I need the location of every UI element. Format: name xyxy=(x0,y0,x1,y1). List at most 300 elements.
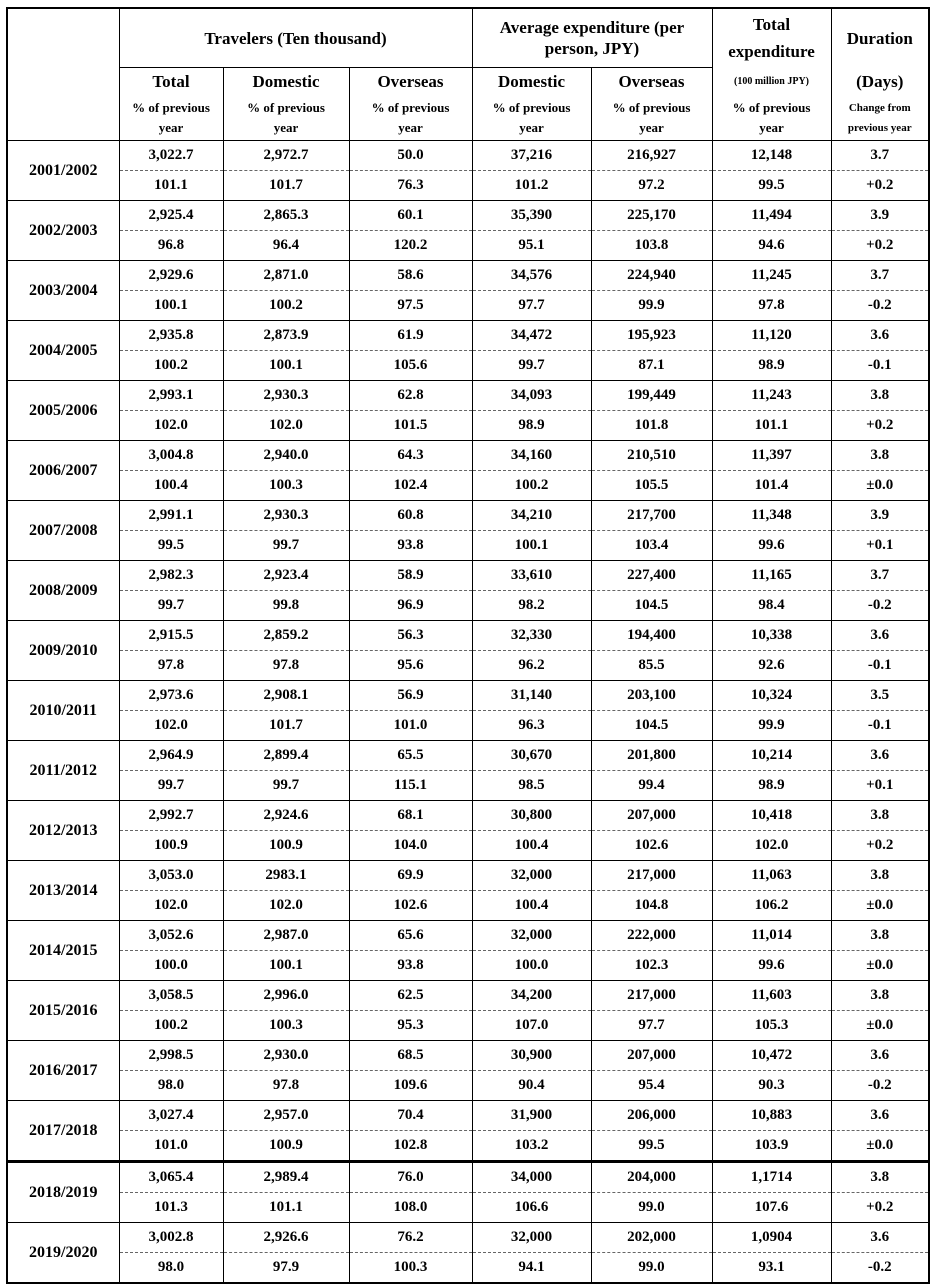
pct-cell-overseas-travelers: 101.0 xyxy=(349,711,472,741)
pct-cell-overseas-expenditure: 99.4 xyxy=(591,771,712,801)
pct-cell-domestic-travelers: 101.7 xyxy=(223,171,349,201)
value-cell-domestic-expenditure: 34,472 xyxy=(472,321,591,351)
value-cell-total-expenditure: 10,472 xyxy=(712,1041,831,1071)
value-cell-overseas-travelers: 68.1 xyxy=(349,801,472,831)
pct-cell-total-expenditure: 107.6 xyxy=(712,1193,831,1223)
pct-cell-domestic-travelers: 101.7 xyxy=(223,711,349,741)
pct-cell-overseas-travelers: 104.0 xyxy=(349,831,472,861)
pct-cell-total: 101.0 xyxy=(119,1131,223,1162)
pct-cell-duration: -0.1 xyxy=(831,711,929,741)
total-expenditure-label: Total expenditure xyxy=(728,15,815,62)
pct-cell-domestic-travelers: 99.8 xyxy=(223,591,349,621)
pct-cell-overseas-expenditure: 105.5 xyxy=(591,471,712,501)
pct-cell-duration: +0.2 xyxy=(831,831,929,861)
pct-cell-overseas-expenditure: 104.8 xyxy=(591,891,712,921)
value-cell-overseas-travelers: 56.9 xyxy=(349,681,472,711)
table-row xyxy=(7,1041,929,1071)
pct-cell-duration: ±0.0 xyxy=(831,471,929,501)
value-cell-total-expenditure: 11,397 xyxy=(712,441,831,471)
value-cell-duration: 3.9 xyxy=(831,201,929,231)
value-cell-duration: 3.9 xyxy=(831,501,929,531)
pct-cell-overseas-travelers: 100.3 xyxy=(349,1253,472,1284)
pct-cell-domestic-expenditure: 98.5 xyxy=(472,771,591,801)
pct-cell-overseas-travelers: 76.3 xyxy=(349,171,472,201)
value-cell-overseas-expenditure: 225,170 xyxy=(591,201,712,231)
pct-cell-duration: -0.2 xyxy=(831,1071,929,1101)
value-cell-domestic-travelers: 2,923.4 xyxy=(223,561,349,591)
value-cell-domestic-expenditure: 32,000 xyxy=(472,1223,591,1253)
value-cell-overseas-travelers: 65.6 xyxy=(349,921,472,951)
pct-cell-domestic-travelers: 96.4 xyxy=(223,231,349,261)
value-cell-overseas-expenditure: 202,000 xyxy=(591,1223,712,1253)
value-cell-overseas-travelers: 65.5 xyxy=(349,741,472,771)
table-row-pct xyxy=(7,411,929,441)
table-row-pct xyxy=(7,531,929,561)
table-row xyxy=(7,681,929,711)
value-cell-total-expenditure: 11,348 xyxy=(712,501,831,531)
pct-cell-overseas-expenditure: 103.4 xyxy=(591,531,712,561)
value-cell-total-expenditure: 1,0904 xyxy=(712,1223,831,1253)
pct-cell-total-expenditure: 99.6 xyxy=(712,531,831,561)
value-cell-domestic-travelers: 2,989.4 xyxy=(223,1162,349,1193)
value-cell-domestic-expenditure: 35,390 xyxy=(472,201,591,231)
value-cell-total: 3,027.4 xyxy=(119,1101,223,1131)
value-cell-total: 2,929.6 xyxy=(119,261,223,291)
value-cell-overseas-travelers: 68.5 xyxy=(349,1041,472,1071)
pct-cell-total-expenditure: 105.3 xyxy=(712,1011,831,1041)
header-corner-cell xyxy=(7,8,119,141)
value-cell-total: 2,993.1 xyxy=(119,381,223,411)
period-cell: 2005/2006 xyxy=(7,381,119,441)
value-cell-overseas-travelers: 62.5 xyxy=(349,981,472,1011)
pct-cell-overseas-expenditure: 95.4 xyxy=(591,1071,712,1101)
pct-cell-overseas-travelers: 101.5 xyxy=(349,411,472,441)
value-cell-total: 3,052.6 xyxy=(119,921,223,951)
pct-cell-total: 100.9 xyxy=(119,831,223,861)
value-cell-domestic-expenditure: 33,610 xyxy=(472,561,591,591)
value-cell-total: 2,998.5 xyxy=(119,1041,223,1071)
pct-cell-total: 97.8 xyxy=(119,651,223,681)
pct-cell-domestic-expenditure: 96.3 xyxy=(472,711,591,741)
pct-cell-duration: +0.1 xyxy=(831,771,929,801)
pct-cell-domestic-expenditure: 100.4 xyxy=(472,831,591,861)
value-cell-total: 3,002.8 xyxy=(119,1223,223,1253)
pct-cell-domestic-expenditure: 94.1 xyxy=(472,1253,591,1284)
table-row xyxy=(7,261,929,291)
pct-cell-overseas-expenditure: 102.3 xyxy=(591,951,712,981)
value-cell-duration: 3.7 xyxy=(831,141,929,171)
pct-cell-domestic-expenditure: 96.2 xyxy=(472,651,591,681)
value-cell-overseas-travelers: 58.9 xyxy=(349,561,472,591)
value-cell-total-expenditure: 10,324 xyxy=(712,681,831,711)
value-cell-domestic-travelers: 2,996.0 xyxy=(223,981,349,1011)
pct-header-overseas-expenditure: % of previous year xyxy=(591,96,712,141)
value-cell-overseas-expenditure: 224,940 xyxy=(591,261,712,291)
table-body xyxy=(7,141,929,1284)
value-cell-overseas-expenditure: 227,400 xyxy=(591,561,712,591)
col-total: Total xyxy=(119,68,223,97)
value-cell-overseas-travelers: 60.8 xyxy=(349,501,472,531)
period-cell: 2017/2018 xyxy=(7,1101,119,1162)
table-row-pct xyxy=(7,591,929,621)
pct-cell-duration: +0.1 xyxy=(831,531,929,561)
value-cell-overseas-travelers: 56.3 xyxy=(349,621,472,651)
value-cell-total-expenditure: 11,165 xyxy=(712,561,831,591)
pct-cell-duration: +0.2 xyxy=(831,171,929,201)
table-row-pct xyxy=(7,831,929,861)
col-domestic-travelers: Domestic xyxy=(223,68,349,97)
value-cell-total: 2,991.1 xyxy=(119,501,223,531)
pct-cell-total: 100.0 xyxy=(119,951,223,981)
pct-cell-overseas-travelers: 109.6 xyxy=(349,1071,472,1101)
table-row xyxy=(7,141,929,171)
pct-cell-domestic-travelers: 102.0 xyxy=(223,891,349,921)
period-cell: 2008/2009 xyxy=(7,561,119,621)
pct-cell-domestic-expenditure: 100.0 xyxy=(472,951,591,981)
value-cell-overseas-expenditure: 203,100 xyxy=(591,681,712,711)
value-cell-total-expenditure: 11,494 xyxy=(712,201,831,231)
table-row xyxy=(7,381,929,411)
table-row xyxy=(7,1101,929,1131)
pct-cell-domestic-travelers: 100.9 xyxy=(223,831,349,861)
pct-cell-domestic-travelers: 97.9 xyxy=(223,1253,349,1284)
pct-cell-overseas-expenditure: 99.5 xyxy=(591,1131,712,1162)
pct-cell-overseas-expenditure: 101.8 xyxy=(591,411,712,441)
value-cell-duration: 3.8 xyxy=(831,381,929,411)
value-cell-overseas-travelers: 62.8 xyxy=(349,381,472,411)
value-cell-duration: 3.6 xyxy=(831,741,929,771)
pct-header-domestic-travelers: % of previous year xyxy=(223,96,349,141)
value-cell-duration: 3.8 xyxy=(831,921,929,951)
period-cell: 2009/2010 xyxy=(7,621,119,681)
pct-cell-total-expenditure: 101.1 xyxy=(712,411,831,441)
pct-cell-overseas-travelers: 102.4 xyxy=(349,471,472,501)
pct-cell-total: 99.5 xyxy=(119,531,223,561)
pct-cell-overseas-travelers: 93.8 xyxy=(349,951,472,981)
value-cell-domestic-travelers: 2,899.4 xyxy=(223,741,349,771)
pct-cell-total: 98.0 xyxy=(119,1253,223,1284)
value-cell-total: 2,964.9 xyxy=(119,741,223,771)
value-cell-domestic-travelers: 2,930.0 xyxy=(223,1041,349,1071)
value-cell-duration: 3.8 xyxy=(831,801,929,831)
table-row-pct xyxy=(7,231,929,261)
table-row xyxy=(7,1162,929,1193)
value-cell-overseas-expenditure: 207,000 xyxy=(591,801,712,831)
pct-cell-total: 96.8 xyxy=(119,231,223,261)
value-cell-total-expenditure: 10,883 xyxy=(712,1101,831,1131)
value-cell-overseas-expenditure: 199,449 xyxy=(591,381,712,411)
pct-header-overseas-travelers: % of previous year xyxy=(349,96,472,141)
pct-cell-domestic-expenditure: 107.0 xyxy=(472,1011,591,1041)
period-cell: 2006/2007 xyxy=(7,441,119,501)
value-cell-overseas-expenditure: 222,000 xyxy=(591,921,712,951)
table-row xyxy=(7,201,929,231)
value-cell-domestic-travelers: 2,865.3 xyxy=(223,201,349,231)
value-cell-total: 3,004.8 xyxy=(119,441,223,471)
pct-cell-domestic-travelers: 101.1 xyxy=(223,1193,349,1223)
pct-cell-overseas-expenditure: 103.8 xyxy=(591,231,712,261)
table-row xyxy=(7,981,929,1011)
pct-cell-domestic-expenditure: 103.2 xyxy=(472,1131,591,1162)
value-cell-total-expenditure: 11,120 xyxy=(712,321,831,351)
value-cell-total-expenditure: 1,1714 xyxy=(712,1162,831,1193)
pct-cell-domestic-expenditure: 98.9 xyxy=(472,411,591,441)
pct-cell-total-expenditure: 106.2 xyxy=(712,891,831,921)
pct-cell-domestic-travelers: 97.8 xyxy=(223,651,349,681)
value-cell-overseas-expenditure: 217,000 xyxy=(591,861,712,891)
col-domestic-expenditure: Domestic xyxy=(472,68,591,97)
period-cell: 2018/2019 xyxy=(7,1162,119,1223)
pct-cell-overseas-expenditure: 102.6 xyxy=(591,831,712,861)
pct-cell-overseas-travelers: 108.0 xyxy=(349,1193,472,1223)
col-overseas-expenditure: Overseas xyxy=(591,68,712,97)
value-cell-total-expenditure: 12,148 xyxy=(712,141,831,171)
pct-cell-total-expenditure: 99.5 xyxy=(712,171,831,201)
value-cell-domestic-travelers: 2,924.6 xyxy=(223,801,349,831)
value-cell-duration: 3.6 xyxy=(831,321,929,351)
pct-cell-total: 100.2 xyxy=(119,351,223,381)
value-cell-domestic-expenditure: 34,160 xyxy=(472,441,591,471)
pct-cell-domestic-expenditure: 95.1 xyxy=(472,231,591,261)
pct-cell-domestic-travelers: 99.7 xyxy=(223,531,349,561)
pct-cell-total-expenditure: 99.9 xyxy=(712,711,831,741)
pct-cell-overseas-expenditure: 99.9 xyxy=(591,291,712,321)
pct-cell-duration: ±0.0 xyxy=(831,891,929,921)
period-cell: 2019/2020 xyxy=(7,1223,119,1284)
table-row-pct xyxy=(7,891,929,921)
period-cell: 2015/2016 xyxy=(7,981,119,1041)
pct-cell-total-expenditure: 98.4 xyxy=(712,591,831,621)
table-row-pct xyxy=(7,1071,929,1101)
value-cell-duration: 3.7 xyxy=(831,261,929,291)
value-cell-domestic-expenditure: 31,140 xyxy=(472,681,591,711)
pct-cell-duration: ±0.0 xyxy=(831,1011,929,1041)
pct-cell-total: 99.7 xyxy=(119,771,223,801)
period-cell: 2011/2012 xyxy=(7,741,119,801)
total-expenditure-unit: (100 million JPY) xyxy=(712,68,831,97)
pct-cell-overseas-travelers: 97.5 xyxy=(349,291,472,321)
period-cell: 2001/2002 xyxy=(7,141,119,201)
table-row xyxy=(7,501,929,531)
pct-cell-total-expenditure: 90.3 xyxy=(712,1071,831,1101)
pct-cell-overseas-expenditure: 97.2 xyxy=(591,171,712,201)
value-cell-duration: 3.6 xyxy=(831,1223,929,1253)
value-cell-domestic-expenditure: 31,900 xyxy=(472,1101,591,1131)
value-cell-total: 2,973.6 xyxy=(119,681,223,711)
table-header xyxy=(7,8,929,141)
period-cell: 2010/2011 xyxy=(7,681,119,741)
table-row-pct xyxy=(7,1193,929,1223)
pct-cell-domestic-expenditure: 100.1 xyxy=(472,531,591,561)
pct-cell-domestic-travelers: 102.0 xyxy=(223,411,349,441)
pct-cell-overseas-travelers: 115.1 xyxy=(349,771,472,801)
pct-cell-total-expenditure: 103.9 xyxy=(712,1131,831,1162)
value-cell-domestic-expenditure: 34,210 xyxy=(472,501,591,531)
table-row-pct xyxy=(7,651,929,681)
value-cell-domestic-travelers: 2,987.0 xyxy=(223,921,349,951)
value-cell-domestic-expenditure: 30,800 xyxy=(472,801,591,831)
pct-cell-total-expenditure: 99.6 xyxy=(712,951,831,981)
table-row xyxy=(7,321,929,351)
period-cell: 2013/2014 xyxy=(7,861,119,921)
table-row-pct xyxy=(7,1131,929,1162)
pct-cell-total-expenditure: 98.9 xyxy=(712,351,831,381)
value-cell-duration: 3.8 xyxy=(831,441,929,471)
value-cell-total: 3,022.7 xyxy=(119,141,223,171)
col-overseas-travelers: Overseas xyxy=(349,68,472,97)
pct-cell-total: 102.0 xyxy=(119,711,223,741)
pct-cell-overseas-expenditure: 97.7 xyxy=(591,1011,712,1041)
value-cell-duration: 3.8 xyxy=(831,981,929,1011)
value-cell-domestic-expenditure: 32,000 xyxy=(472,861,591,891)
pct-cell-total-expenditure: 101.4 xyxy=(712,471,831,501)
pct-cell-total: 102.0 xyxy=(119,411,223,441)
pct-cell-total-expenditure: 93.1 xyxy=(712,1253,831,1284)
pct-cell-domestic-travelers: 100.3 xyxy=(223,471,349,501)
value-cell-total: 3,058.5 xyxy=(119,981,223,1011)
value-cell-domestic-travelers: 2,908.1 xyxy=(223,681,349,711)
value-cell-overseas-travelers: 61.9 xyxy=(349,321,472,351)
value-cell-total: 3,065.4 xyxy=(119,1162,223,1193)
value-cell-domestic-travelers: 2,926.6 xyxy=(223,1223,349,1253)
value-cell-domestic-travelers: 2,930.3 xyxy=(223,381,349,411)
table-row-pct xyxy=(7,771,929,801)
pct-cell-domestic-travelers: 100.3 xyxy=(223,1011,349,1041)
pct-cell-duration: +0.2 xyxy=(831,411,929,441)
value-cell-overseas-travelers: 64.3 xyxy=(349,441,472,471)
pct-cell-total-expenditure: 97.8 xyxy=(712,291,831,321)
pct-cell-domestic-expenditure: 97.7 xyxy=(472,291,591,321)
pct-cell-total: 100.4 xyxy=(119,471,223,501)
value-cell-duration: 3.8 xyxy=(831,1162,929,1193)
value-cell-total-expenditure: 10,418 xyxy=(712,801,831,831)
pct-cell-domestic-travelers: 100.9 xyxy=(223,1131,349,1162)
period-cell: 2007/2008 xyxy=(7,501,119,561)
value-cell-domestic-travelers: 2,940.0 xyxy=(223,441,349,471)
period-cell: 2002/2003 xyxy=(7,201,119,261)
travel-statistics-table xyxy=(6,7,930,1284)
pct-cell-domestic-travelers: 97.8 xyxy=(223,1071,349,1101)
pct-cell-duration: -0.2 xyxy=(831,591,929,621)
pct-cell-overseas-travelers: 102.8 xyxy=(349,1131,472,1162)
pct-cell-total-expenditure: 98.9 xyxy=(712,771,831,801)
table-row-pct xyxy=(7,291,929,321)
pct-cell-overseas-expenditure: 99.0 xyxy=(591,1193,712,1223)
pct-cell-domestic-expenditure: 90.4 xyxy=(472,1071,591,1101)
table-row-pct xyxy=(7,1253,929,1284)
pct-header-total-expenditure: % of previous year xyxy=(712,96,831,141)
pct-cell-total: 101.3 xyxy=(119,1193,223,1223)
pct-cell-overseas-travelers: 120.2 xyxy=(349,231,472,261)
value-cell-duration: 3.6 xyxy=(831,621,929,651)
pct-cell-duration: -0.1 xyxy=(831,651,929,681)
period-cell: 2012/2013 xyxy=(7,801,119,861)
table-row xyxy=(7,1223,929,1253)
table-row xyxy=(7,861,929,891)
value-cell-total-expenditure: 11,063 xyxy=(712,861,831,891)
period-cell: 2003/2004 xyxy=(7,261,119,321)
pct-cell-domestic-expenditure: 101.2 xyxy=(472,171,591,201)
value-cell-overseas-travelers: 70.4 xyxy=(349,1101,472,1131)
pct-cell-duration: -0.1 xyxy=(831,351,929,381)
pct-cell-total: 99.7 xyxy=(119,591,223,621)
value-cell-total: 2,925.4 xyxy=(119,201,223,231)
value-cell-duration: 3.6 xyxy=(831,1101,929,1131)
pct-cell-total-expenditure: 92.6 xyxy=(712,651,831,681)
pct-cell-total: 98.0 xyxy=(119,1071,223,1101)
pct-cell-duration: +0.2 xyxy=(831,1193,929,1223)
pct-cell-overseas-travelers: 102.6 xyxy=(349,891,472,921)
value-cell-domestic-expenditure: 34,576 xyxy=(472,261,591,291)
table-row-pct xyxy=(7,471,929,501)
value-cell-domestic-travelers: 2,930.3 xyxy=(223,501,349,531)
value-cell-domestic-travelers: 2,873.9 xyxy=(223,321,349,351)
duration-unit: (Days) xyxy=(831,68,929,97)
value-cell-domestic-expenditure: 34,200 xyxy=(472,981,591,1011)
value-cell-domestic-expenditure: 34,093 xyxy=(472,381,591,411)
value-cell-overseas-travelers: 69.9 xyxy=(349,861,472,891)
value-cell-overseas-expenditure: 210,510 xyxy=(591,441,712,471)
value-cell-total: 3,053.0 xyxy=(119,861,223,891)
value-cell-overseas-expenditure: 195,923 xyxy=(591,321,712,351)
value-cell-overseas-travelers: 58.6 xyxy=(349,261,472,291)
table-row xyxy=(7,801,929,831)
pct-cell-domestic-expenditure: 100.4 xyxy=(472,891,591,921)
pct-cell-total: 101.1 xyxy=(119,171,223,201)
value-cell-overseas-expenditure: 206,000 xyxy=(591,1101,712,1131)
value-cell-domestic-expenditure: 32,000 xyxy=(472,921,591,951)
value-cell-total-expenditure: 11,245 xyxy=(712,261,831,291)
value-cell-domestic-expenditure: 30,670 xyxy=(472,741,591,771)
table-row xyxy=(7,921,929,951)
table-row-pct xyxy=(7,351,929,381)
value-cell-duration: 3.6 xyxy=(831,1041,929,1071)
table-row xyxy=(7,741,929,771)
pct-header-domestic-expenditure: % of previous year xyxy=(472,96,591,141)
pct-cell-overseas-expenditure: 104.5 xyxy=(591,591,712,621)
value-cell-total-expenditure: 11,603 xyxy=(712,981,831,1011)
value-cell-overseas-travelers: 60.1 xyxy=(349,201,472,231)
value-cell-domestic-travelers: 2,972.7 xyxy=(223,141,349,171)
value-cell-domestic-travelers: 2,859.2 xyxy=(223,621,349,651)
pct-cell-domestic-travelers: 100.1 xyxy=(223,951,349,981)
travelers-group-header: Travelers (Ten thousand) xyxy=(119,8,472,68)
value-cell-overseas-travelers: 76.0 xyxy=(349,1162,472,1193)
pct-cell-overseas-travelers: 93.8 xyxy=(349,531,472,561)
pct-cell-total: 100.1 xyxy=(119,291,223,321)
value-cell-domestic-travelers: 2983.1 xyxy=(223,861,349,891)
pct-cell-overseas-expenditure: 99.0 xyxy=(591,1253,712,1284)
value-cell-total-expenditure: 10,214 xyxy=(712,741,831,771)
duration-header: Duration xyxy=(831,8,929,68)
change-header-duration: Change from previous year xyxy=(831,96,929,141)
value-cell-domestic-travelers: 2,871.0 xyxy=(223,261,349,291)
value-cell-duration: 3.5 xyxy=(831,681,929,711)
total-expenditure-header xyxy=(712,8,831,68)
table-row xyxy=(7,621,929,651)
value-cell-overseas-expenditure: 216,927 xyxy=(591,141,712,171)
pct-cell-domestic-expenditure: 106.6 xyxy=(472,1193,591,1223)
pct-cell-overseas-travelers: 96.9 xyxy=(349,591,472,621)
value-cell-total: 2,915.5 xyxy=(119,621,223,651)
value-cell-total: 2,935.8 xyxy=(119,321,223,351)
pct-cell-overseas-travelers: 95.6 xyxy=(349,651,472,681)
pct-cell-duration: +0.2 xyxy=(831,231,929,261)
pct-cell-domestic-travelers: 100.2 xyxy=(223,291,349,321)
value-cell-domestic-expenditure: 37,216 xyxy=(472,141,591,171)
value-cell-domestic-expenditure: 34,000 xyxy=(472,1162,591,1193)
pct-cell-domestic-travelers: 99.7 xyxy=(223,771,349,801)
